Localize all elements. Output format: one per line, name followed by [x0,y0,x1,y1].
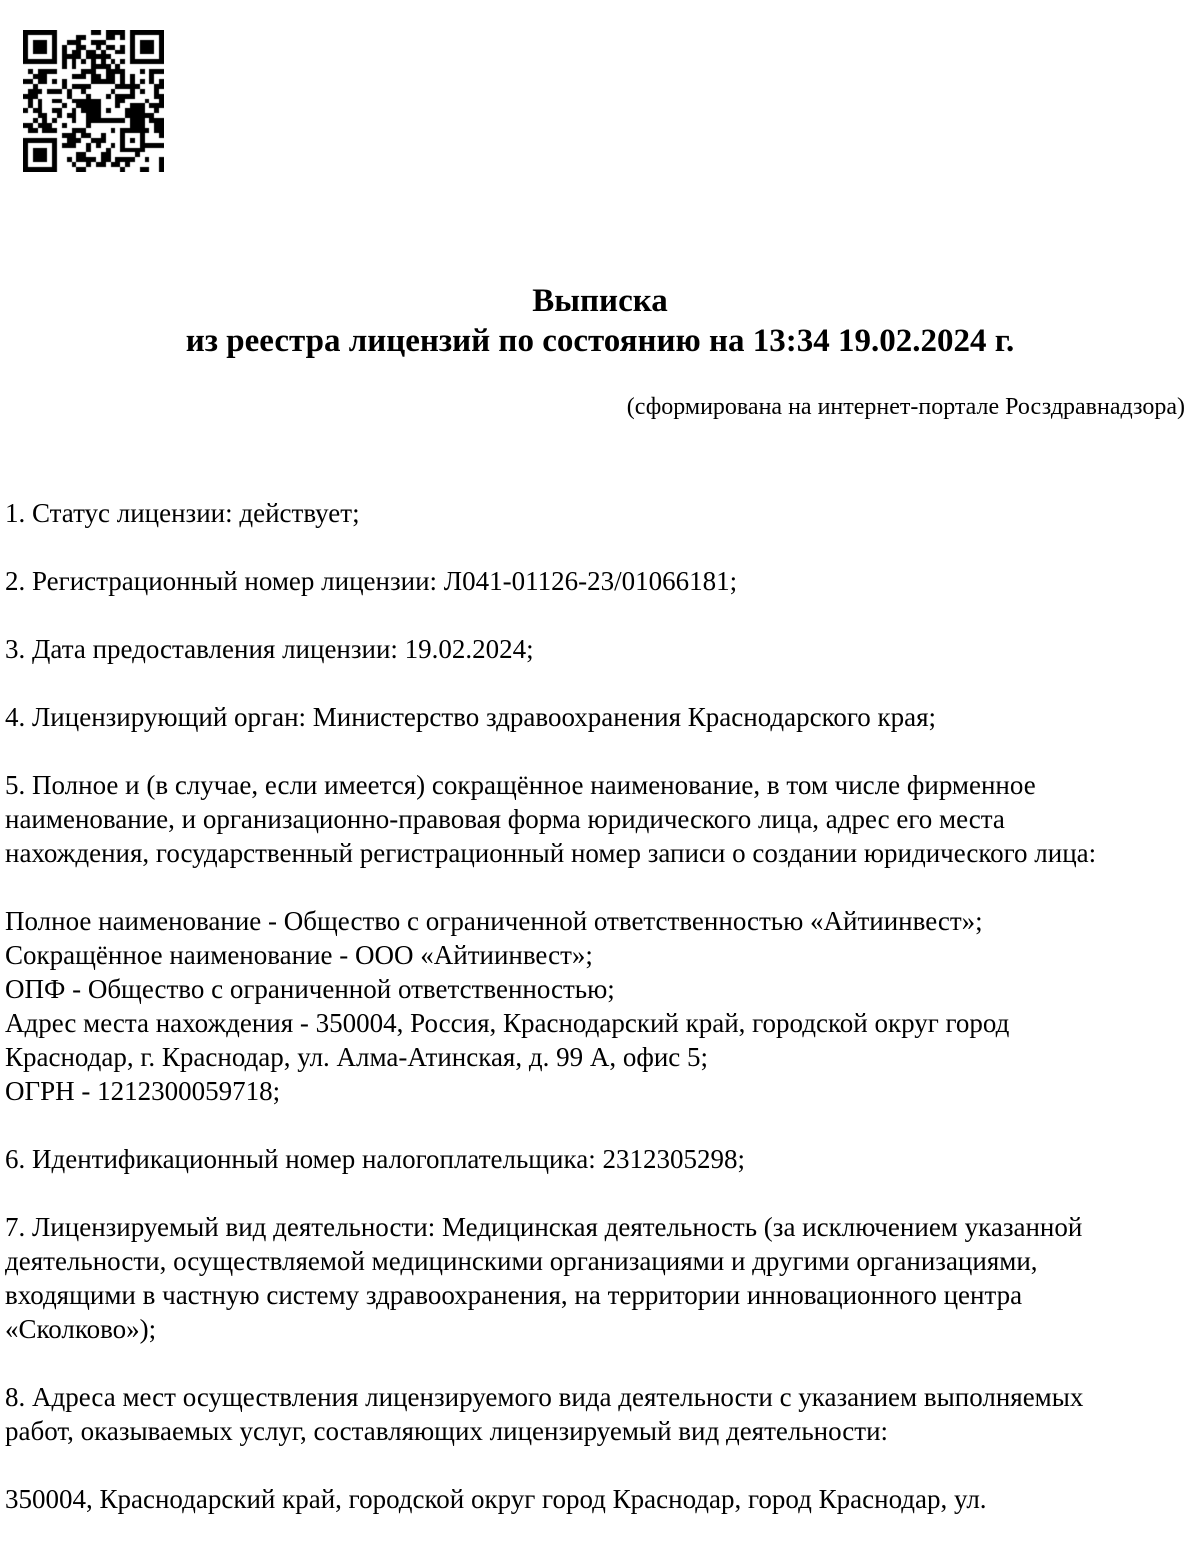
title-line-2: из реестра лицензий по состоянию на 13:34 19.02.2024 г. [185,323,1015,359]
text-line: наименование, и организационно-правовая форма юридического лица, адрес его места [5,804,1005,834]
document-title [0,281,1200,361]
paragraph-8 [5,1210,1185,1346]
text-line: 2. Регистрационный номер лицензии: Л041-01126-23/01066181; [5,566,738,596]
text-line: 1. Статус лицензии: действует; [5,498,360,528]
qr-code-icon [23,30,164,172]
text-line: Полное наименование - Общество с ограниченной ответственностью «Айтиинвест»; [5,906,983,936]
document-subtitle: (сформирована на интернет-портале Росздравнадзора) [626,394,1185,420]
text-line: нахождения, государственный регистрационный номер записи о создании юридического лица: [5,838,1097,868]
text-line: 8. Адреса мест осуществления лицензируемого вида деятельности с указанием выполняемых [5,1382,1084,1412]
paragraph-6 [5,904,1185,1108]
text-line: Краснодар, г. Краснодар, ул. Алма-Атинская, д. 99 А, офис 5; [5,1042,709,1072]
paragraph-3 [5,632,1185,666]
document-body [5,496,1185,1550]
text-line: деятельности, осуществляемой медицинскими организациями и другими организациями, [5,1246,1038,1276]
text-line: ОГРН - 1212300059718; [5,1076,281,1106]
text-line: «Сколково»); [5,1314,157,1344]
text-line: 6. Идентификационный номер налогоплательщика: 2312305298; [5,1144,745,1174]
text-line: 7. Лицензируемый вид деятельности: Медицинская деятельность (за исключением указанной [5,1212,1083,1242]
text-line: 350004, Краснодарский край, городской округ город Краснодар, город Краснодар, ул. [5,1484,987,1514]
text-line: работ, оказываемых услуг, составляющих лицензируемый вид деятельности: [5,1416,889,1446]
text-line: 4. Лицензирующий орган: Министерство здравоохранения Краснодарского края; [5,702,937,732]
text-line: 5. Полное и (в случае, если имеется) сокращённое наименование, в том числе фирменное [5,770,1036,800]
text-line: Сокращённое наименование - ООО «Айтиинвест»; [5,940,593,970]
paragraph-10 [5,1482,1185,1516]
paragraph-1 [5,496,1185,530]
text-line: входящими в частную систему здравоохранения, на территории инновационного центра [5,1280,1023,1310]
text-line: Адрес места нахождения - 350004, Россия, Краснодарский край, городской округ город [5,1008,1010,1038]
paragraph-4 [5,700,1185,734]
text-line: ОПФ - Общество с ограниченной ответственностью; [5,974,615,1004]
paragraph-7 [5,1142,1185,1176]
title-line-1: Выписка [532,283,668,319]
paragraph-2 [5,564,1185,598]
text-line: 3. Дата предоставления лицензии: 19.02.2024; [5,634,534,664]
paragraph-9 [5,1380,1185,1448]
paragraph-5 [5,768,1185,870]
